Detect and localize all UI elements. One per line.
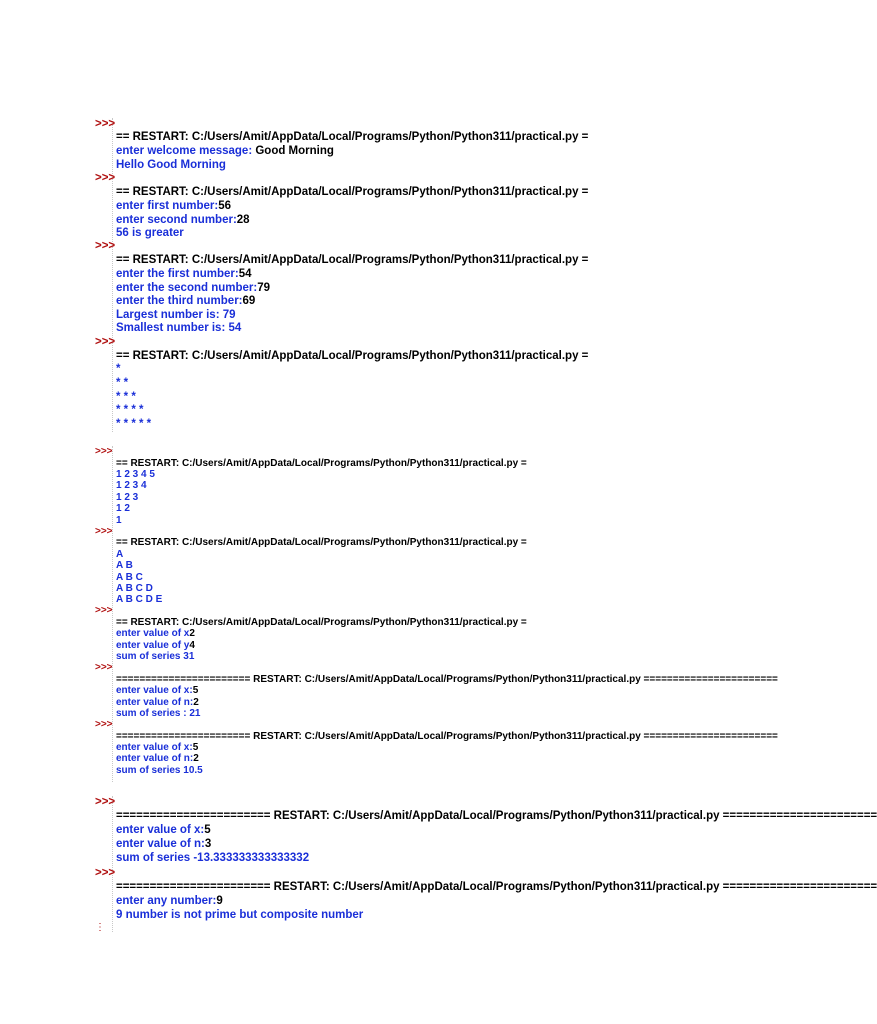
input-line xyxy=(116,697,199,708)
shell-prompt: >>> xyxy=(95,605,113,616)
shell-section-1 xyxy=(0,0,768,440)
star-row: * * xyxy=(116,377,129,389)
input-value: 5 xyxy=(192,742,199,753)
input-line xyxy=(116,685,198,696)
letter-row: A B C D E xyxy=(116,594,163,605)
restart-header: == RESTART: C:/Users/Amit/AppData/Local/Programs/Python/Python311/practical.py = xyxy=(116,617,527,628)
output-line: sum of series 31 xyxy=(116,651,195,662)
input-prompt: enter the first number: xyxy=(116,268,239,280)
input-value: 9 xyxy=(216,895,223,907)
cutoff-prompt-fragment: ⋮ xyxy=(95,922,106,933)
number-row: 1 2 3 4 xyxy=(116,480,147,491)
output-line: sum of series : 21 xyxy=(116,708,201,719)
letter-row: A B C xyxy=(116,572,143,583)
input-prompt: enter value of x xyxy=(116,628,190,639)
input-line xyxy=(116,268,251,280)
number-row: 1 2 3 xyxy=(116,492,139,503)
shell-prompt: >>> xyxy=(95,118,116,130)
star-row: * * * * xyxy=(116,404,144,416)
shell-section-3 xyxy=(0,790,877,940)
input-line xyxy=(116,824,211,836)
shell-prompt: >>> xyxy=(95,867,116,879)
input-prompt: enter any number: xyxy=(116,895,217,907)
input-prompt: enter second number: xyxy=(116,214,237,226)
number-row: 1 xyxy=(116,515,122,526)
shell-prompt: >>> xyxy=(95,446,113,457)
restart-header: ======================= RESTART: C:/Users/Amit/AppData/Local/Programs/Python/Python311/practical.py ======================= xyxy=(116,881,877,893)
input-line xyxy=(116,214,250,226)
restart-header: == RESTART: C:/Users/Amit/AppData/Local/Programs/Python/Python311/practical.py = xyxy=(116,537,527,548)
input-line xyxy=(116,628,195,639)
output-line: Hello Good Morning xyxy=(116,159,226,171)
input-value: Good Morning xyxy=(255,145,334,157)
input-value: 3 xyxy=(204,838,212,850)
input-value: 5 xyxy=(204,824,211,836)
output-line: Smallest number is: 54 xyxy=(116,322,242,334)
shell-prompt: >>> xyxy=(95,719,113,730)
restart-header: ======================= RESTART: C:/Users/Amit/AppData/Local/Programs/Python/Python311/practical.py ======================= xyxy=(116,810,877,822)
input-prompt: enter value of y xyxy=(116,640,190,651)
output-line: sum of series 10.5 xyxy=(116,765,203,776)
shell-prompt: >>> xyxy=(95,662,113,673)
restart-header: ======================= RESTART: C:/Users/Amit/AppData/Local/Programs/Python/Python311/practical.py ======================= xyxy=(116,731,778,742)
input-line xyxy=(116,200,231,212)
output-line: 56 is greater xyxy=(116,227,184,239)
input-value: 28 xyxy=(236,214,250,226)
restart-header: == RESTART: C:/Users/Amit/AppData/Local/Programs/Python/Python311/practical.py = xyxy=(116,131,589,143)
gutter-line xyxy=(112,796,113,932)
output-line: Largest number is: 79 xyxy=(116,309,236,321)
input-prompt: enter the second number: xyxy=(116,282,258,294)
input-line xyxy=(116,282,270,294)
input-line xyxy=(116,742,198,753)
shell-prompt: >>> xyxy=(95,172,116,184)
shell-prompt: >>> xyxy=(95,336,116,348)
gutter-line xyxy=(112,118,113,432)
letter-row: A xyxy=(116,549,124,560)
input-value: 79 xyxy=(257,282,271,294)
input-prompt: enter welcome message: xyxy=(116,145,256,157)
input-line xyxy=(116,640,195,651)
input-line xyxy=(116,295,255,307)
input-line xyxy=(116,145,334,157)
shell-prompt: >>> xyxy=(95,796,116,808)
input-prompt: enter value of n: xyxy=(116,697,194,708)
star-row: * * * * * xyxy=(116,418,152,430)
input-line xyxy=(116,753,199,764)
shell-section-2 xyxy=(0,440,778,790)
input-value: 2 xyxy=(189,628,195,639)
letter-row: A B xyxy=(116,560,133,571)
letter-row: A B C D xyxy=(116,583,153,594)
input-prompt: enter the third number: xyxy=(116,295,243,307)
input-prompt: enter first number: xyxy=(116,200,219,212)
shell-prompt: >>> xyxy=(95,240,116,252)
input-line xyxy=(116,895,223,907)
restart-header: == RESTART: C:/Users/Amit/AppData/Local/Programs/Python/Python311/practical.py = xyxy=(116,186,589,198)
input-prompt: enter value of x: xyxy=(116,742,193,753)
restart-header: == RESTART: C:/Users/Amit/AppData/Local/Programs/Python/Python311/practical.py = xyxy=(116,458,527,469)
star-row: * * * xyxy=(116,391,136,403)
input-prompt: enter value of n: xyxy=(116,753,194,764)
input-value: 69 xyxy=(242,295,256,307)
number-row: 1 2 xyxy=(116,503,130,514)
shell-prompt: >>> xyxy=(95,526,113,537)
number-row: 1 2 3 4 5 xyxy=(116,469,155,480)
input-value: 56 xyxy=(218,200,232,212)
input-value: 2 xyxy=(193,697,199,708)
restart-header: == RESTART: C:/Users/Amit/AppData/Local/Programs/Python/Python311/practical.py = xyxy=(116,254,589,266)
input-prompt: enter value of x: xyxy=(116,824,205,836)
input-value: 54 xyxy=(238,268,252,280)
restart-header: == RESTART: C:/Users/Amit/AppData/Local/Programs/Python/Python311/practical.py = xyxy=(116,350,589,362)
output-line: sum of series -13.333333333333332 xyxy=(116,852,310,864)
input-line xyxy=(116,838,211,850)
input-value: 4 xyxy=(189,640,195,651)
output-line: 9 number is not prime but composite number xyxy=(116,909,364,921)
star-row: * xyxy=(116,363,121,375)
input-value: 2 xyxy=(193,753,199,764)
input-value: 5 xyxy=(192,685,199,696)
restart-header: ======================= RESTART: C:/Users/Amit/AppData/Local/Programs/Python/Python311/practical.py ======================= xyxy=(116,674,778,685)
input-prompt: enter value of x: xyxy=(116,685,193,696)
input-prompt: enter value of n: xyxy=(116,838,205,850)
